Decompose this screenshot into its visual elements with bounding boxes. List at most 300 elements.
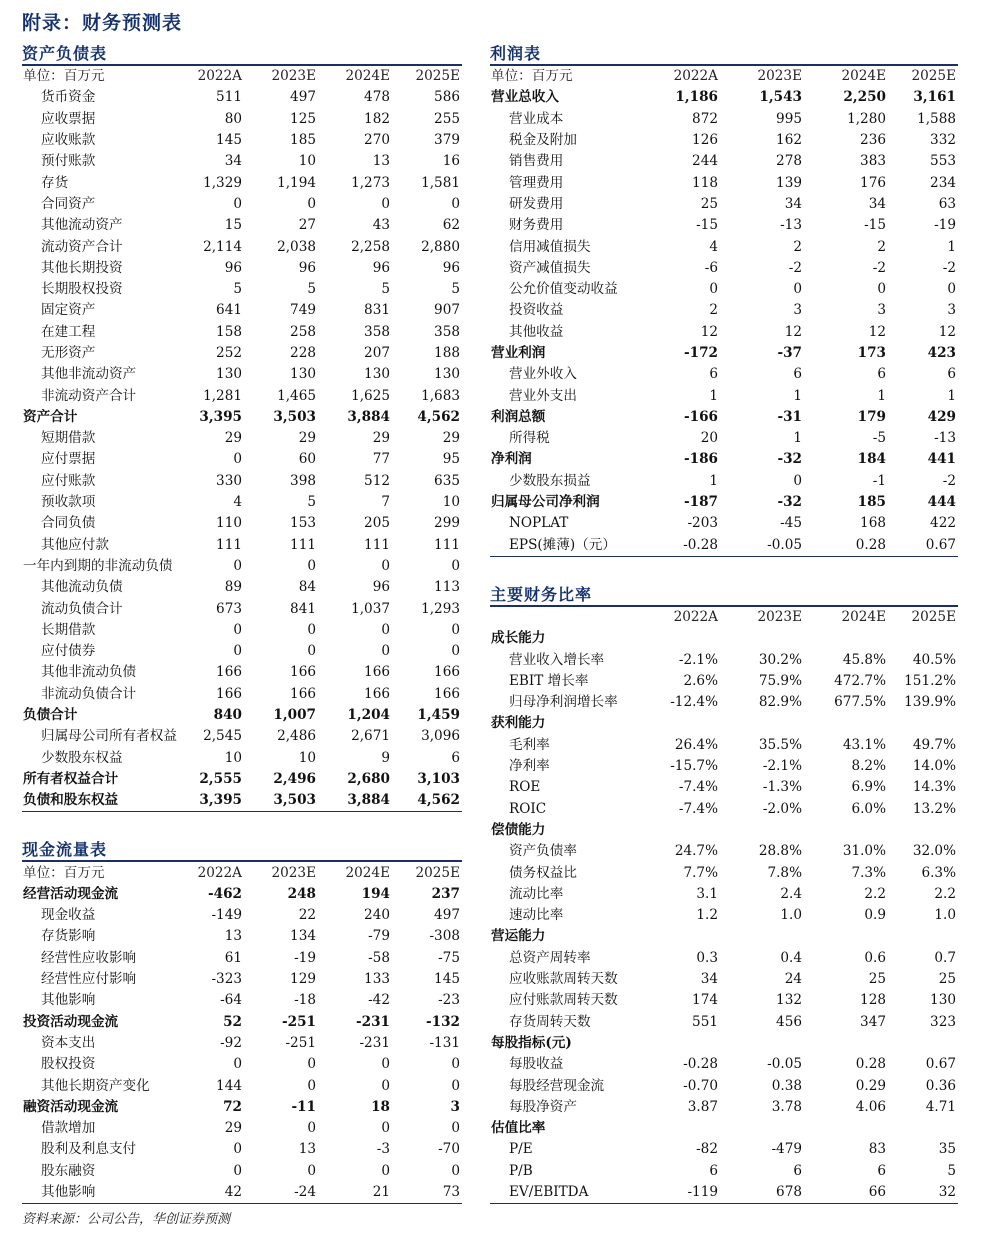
value-cell: 551 (692, 1013, 718, 1030)
table-row (490, 1139, 958, 1160)
value-cell: 21 (372, 1183, 390, 1200)
value-cell: 25 (868, 971, 886, 988)
value-cell: 0.6 (864, 949, 886, 966)
row-label: 经营性应付影响 (41, 971, 137, 988)
value-cell: 228 (290, 345, 316, 361)
value-cell: 358 (434, 323, 460, 340)
value-cell (804, 628, 888, 649)
value-cell: -37 (777, 345, 802, 361)
row-label: 长期股权投资 (41, 281, 123, 298)
value-cell: 332 (930, 132, 956, 149)
row-label: 存货周转天数 (509, 1013, 591, 1030)
table-row (22, 343, 462, 364)
year-header: 2023E (271, 68, 316, 85)
value-cell: 0 (451, 643, 460, 660)
row-label: 合同负债 (41, 515, 96, 532)
value-cell: 60 (298, 451, 316, 468)
row-label: 应付账款 (41, 472, 96, 489)
value-cell: 456 (776, 1013, 802, 1030)
table-row (490, 364, 958, 385)
value-cell: 166 (434, 685, 460, 702)
value-cell: 2,496 (273, 770, 316, 787)
table-row (490, 258, 958, 279)
table-row (490, 969, 958, 990)
value-cell (888, 820, 958, 841)
value-cell: 10 (442, 494, 460, 511)
value-cell: 1 (947, 238, 956, 255)
row-label: 利润总额 (491, 408, 546, 425)
value-cell: 96 (442, 259, 460, 276)
row-label: 营业外收入 (509, 366, 577, 383)
value-cell: 185 (857, 494, 886, 511)
value-cell: 0 (451, 621, 460, 638)
row-label: 税金及附加 (509, 132, 577, 149)
value-cell: 0 (451, 195, 460, 212)
value-cell (888, 1033, 958, 1054)
value-cell: 5 (307, 281, 316, 298)
value-cell: 194 (361, 885, 390, 902)
value-cell: 3 (947, 302, 956, 319)
value-cell: -5 (872, 430, 886, 447)
value-cell: -15 (696, 217, 718, 234)
table-row (490, 1075, 958, 1096)
table-row (22, 726, 462, 747)
table-row (22, 236, 462, 257)
value-cell: 29 (442, 430, 460, 447)
value-cell: 1 (793, 430, 802, 447)
value-cell: 429 (927, 408, 956, 425)
row-label: 估值比率 (491, 1120, 546, 1137)
value-cell: 110 (216, 515, 242, 532)
value-cell: 0 (381, 621, 390, 638)
value-cell: 0 (793, 281, 802, 298)
row-label: 在建工程 (41, 323, 96, 340)
value-cell: 20 (700, 430, 718, 447)
row-label: 应收票据 (41, 110, 96, 127)
row-label: 归属母公司净利润 (491, 494, 600, 511)
value-cell: 166 (216, 685, 242, 702)
value-cell: 43 (372, 217, 390, 234)
value-cell: 34 (700, 971, 718, 988)
value-cell: 185 (290, 132, 316, 149)
row-label: 其他收益 (509, 323, 564, 340)
row-label: 融资活动现金流 (23, 1098, 119, 1115)
table-row (490, 471, 958, 492)
value-cell: 5 (947, 1162, 956, 1179)
row-label: 毛利率 (509, 736, 550, 753)
value-cell: 3,096 (421, 728, 460, 745)
table-row (490, 862, 958, 883)
value-cell: 3,395 (199, 792, 242, 809)
value-cell: 139 (776, 174, 802, 191)
table-row (22, 1161, 462, 1182)
value-cell: -2 (872, 259, 886, 276)
value-cell: 12 (784, 323, 802, 340)
value-cell: 4.71 (925, 1098, 956, 1115)
value-cell: 0.29 (855, 1077, 886, 1094)
value-cell: 77 (372, 451, 390, 468)
table-row (490, 236, 958, 257)
value-cell (640, 926, 720, 947)
value-cell: 1,273 (351, 174, 390, 191)
row-label: 管理费用 (509, 174, 564, 191)
value-cell: 1,543 (759, 89, 802, 106)
row-label: 资产合计 (23, 408, 78, 425)
value-cell: 358 (364, 323, 390, 340)
value-cell: 162 (776, 132, 802, 149)
value-cell: 27 (298, 217, 316, 234)
row-label: 存货 (41, 174, 69, 191)
value-cell: 3 (450, 1098, 460, 1115)
row-label: 营业收入增长率 (509, 651, 605, 668)
value-cell: 1,194 (277, 174, 316, 191)
value-cell: -1.3% (762, 779, 802, 796)
value-cell: 3,161 (913, 89, 956, 106)
row-label: 资本支出 (41, 1034, 96, 1051)
value-cell: 96 (298, 259, 316, 276)
table-row (22, 926, 462, 947)
value-cell: 96 (372, 259, 390, 276)
value-cell: 179 (857, 408, 886, 425)
value-cell: 134 (290, 928, 316, 945)
row-label: 应付账款周转天数 (509, 992, 618, 1009)
value-cell: 1,683 (421, 387, 460, 404)
value-cell: 130 (216, 366, 242, 383)
value-cell: 0 (307, 195, 316, 212)
table-row (490, 279, 958, 300)
value-cell: 6 (947, 366, 956, 383)
row-label: 成长能力 (491, 630, 546, 647)
table-row (22, 172, 462, 193)
row-label: 无形资产 (41, 345, 96, 361)
value-cell: 14.3% (912, 779, 956, 796)
value-cell: 12 (938, 323, 956, 340)
value-cell: -149 (211, 907, 242, 924)
row-label: 其他非流动资产 (41, 366, 137, 383)
value-cell: 12 (868, 323, 886, 340)
table-row (490, 513, 958, 534)
value-cell: -203 (687, 515, 718, 532)
table-header-row (490, 66, 958, 87)
value-cell: 237 (431, 885, 460, 902)
row-label: 销售费用 (509, 153, 564, 170)
value-cell: 6.3% (921, 864, 956, 881)
value-cell: 1.0 (780, 907, 802, 924)
value-cell: 174 (692, 992, 718, 1009)
value-cell: 252 (216, 345, 242, 361)
value-cell: 83 (868, 1141, 886, 1158)
row-label: 一年内到期的非流动负债 (23, 557, 173, 574)
table-row (22, 513, 462, 534)
row-label: 其他应付款 (41, 536, 109, 553)
value-cell: 478 (364, 89, 390, 106)
value-cell: 29 (224, 1120, 242, 1137)
value-cell: 0 (233, 1162, 242, 1179)
row-label: 其他长期投资 (41, 259, 123, 276)
value-cell: 176 (860, 174, 886, 191)
value-cell: 29 (224, 430, 242, 447)
value-cell: 144 (216, 1077, 242, 1094)
value-cell: -2 (788, 259, 802, 276)
value-cell: 0.67 (925, 1056, 956, 1073)
value-cell: -231 (355, 1013, 390, 1030)
value-cell: 0 (451, 1056, 460, 1073)
table-row (22, 449, 462, 470)
value-cell: 151.2% (904, 672, 956, 689)
value-cell: -45 (780, 515, 802, 532)
row-label: 获利能力 (491, 715, 546, 732)
ratios-table (490, 607, 958, 1204)
value-cell: 166 (364, 685, 390, 702)
row-label: 投资活动现金流 (23, 1013, 119, 1030)
row-label: 速动比率 (509, 907, 564, 924)
value-cell: 15 (224, 217, 242, 234)
value-cell: 32 (938, 1183, 956, 1200)
value-cell: -7.4% (678, 800, 718, 817)
source-footnote: 资料来源：公司公告，华创证券预测 (22, 1212, 231, 1227)
value-cell: 166 (290, 685, 316, 702)
value-cell: 0.28 (855, 1056, 886, 1073)
table-row (22, 130, 462, 151)
value-cell: 1.0 (934, 907, 956, 924)
value-cell: 61 (224, 949, 242, 966)
table-row (490, 428, 958, 449)
value-cell: 1,459 (417, 707, 460, 724)
value-cell: -0.28 (683, 536, 718, 553)
value-cell (640, 820, 720, 841)
value-cell: 2,671 (351, 728, 390, 745)
value-cell: 63 (938, 195, 956, 212)
row-label: P/E (509, 1141, 533, 1158)
value-cell: 6 (877, 1162, 886, 1179)
value-cell: 10 (298, 749, 316, 766)
row-label: 股东融资 (41, 1162, 96, 1179)
value-cell: 34 (784, 195, 802, 212)
value-cell: 422 (930, 515, 956, 532)
value-cell: -11 (291, 1098, 316, 1115)
value-cell: 1 (709, 472, 718, 489)
value-cell: 75.9% (758, 672, 802, 689)
value-cell: 673 (216, 600, 242, 617)
value-cell: 0 (233, 1141, 242, 1158)
table-row (490, 343, 958, 364)
table-row (22, 769, 462, 790)
value-cell: -31 (777, 408, 802, 425)
value-cell: 0.9 (864, 907, 886, 924)
value-cell: -19 (934, 217, 956, 234)
value-cell: 0 (381, 1162, 390, 1179)
row-label: 资产减值损失 (509, 259, 591, 276)
value-cell: -251 (281, 1013, 316, 1030)
row-label: 非流动资产合计 (41, 387, 137, 404)
value-cell: 2,038 (277, 238, 316, 255)
row-label: EBIT 增长率 (509, 672, 589, 689)
value-cell: 49.7% (912, 736, 956, 753)
value-cell: 4 (233, 494, 242, 511)
value-cell: 2,880 (421, 238, 460, 255)
row-label: 流动负债合计 (41, 600, 123, 617)
value-cell: -13 (780, 217, 802, 234)
table-row (22, 748, 462, 769)
value-cell: 2 (793, 238, 802, 255)
row-label: 每股收益 (509, 1056, 564, 1073)
value-cell (888, 628, 958, 649)
table-row (490, 820, 958, 841)
value-cell: 30.2% (758, 651, 802, 668)
value-cell: 0.36 (925, 1077, 956, 1094)
value-cell: 130 (434, 366, 460, 383)
row-label: 固定资产 (41, 302, 96, 319)
value-cell: 0 (307, 1077, 316, 1094)
row-label: 少数股东损益 (509, 472, 591, 489)
value-cell: 0 (307, 621, 316, 638)
value-cell: -172 (683, 345, 718, 361)
table-row (490, 756, 958, 777)
table-row (22, 1054, 462, 1075)
value-cell: 3,503 (273, 408, 316, 425)
value-cell: 472.7% (834, 672, 886, 689)
value-cell: 14.0% (912, 758, 956, 775)
value-cell: 4.06 (855, 1098, 886, 1115)
value-cell: 12 (700, 323, 718, 340)
value-cell: 2,486 (277, 728, 316, 745)
value-cell: 278 (776, 153, 802, 170)
value-cell: 126 (692, 132, 718, 149)
value-cell: 13 (372, 153, 390, 170)
value-cell: -82 (696, 1141, 718, 1158)
table-row (490, 130, 958, 151)
value-cell: 118 (692, 174, 718, 191)
row-label: 借款增加 (41, 1120, 96, 1137)
row-label: 预付账款 (41, 153, 96, 170)
value-cell: 166 (364, 664, 390, 681)
table-row (22, 1075, 462, 1096)
value-cell: -0.05 (767, 1056, 802, 1073)
value-cell: 10 (298, 153, 316, 170)
value-cell: 3,884 (347, 792, 390, 809)
value-cell: -79 (368, 928, 390, 945)
value-cell: 0 (307, 1162, 316, 1179)
table-header-row (22, 862, 462, 883)
value-cell: 2,545 (203, 728, 242, 745)
table-row (22, 1097, 462, 1118)
table-row (22, 641, 462, 662)
value-cell: 10 (224, 749, 242, 766)
value-cell: 84 (298, 579, 316, 596)
value-cell: 24 (784, 971, 802, 988)
value-cell: 28.8% (758, 843, 802, 860)
table-row (490, 1118, 958, 1139)
row-label: 所有者权益合计 (23, 770, 119, 787)
value-cell: -119 (687, 1183, 718, 1200)
value-cell: 6 (877, 366, 886, 383)
value-cell: 1,329 (203, 174, 242, 191)
value-cell (720, 713, 804, 734)
value-cell: 25 (938, 971, 956, 988)
table-row (22, 577, 462, 598)
value-cell: 1,007 (273, 707, 316, 724)
value-cell: 907 (434, 302, 460, 319)
value-cell: 2.2 (934, 885, 956, 902)
value-cell: 168 (860, 515, 886, 532)
row-label: 归属母公司所有者权益 (41, 728, 177, 745)
table-row (490, 407, 958, 428)
value-cell: 32.0% (912, 843, 956, 860)
value-cell: 72 (223, 1098, 242, 1115)
table-row (490, 151, 958, 172)
value-cell: 0 (233, 557, 242, 574)
table-row (22, 969, 462, 990)
table-row (490, 692, 958, 713)
value-cell: 1,465 (277, 387, 316, 404)
table-row (22, 364, 462, 385)
value-cell: -75 (438, 949, 460, 966)
value-cell: 66 (868, 1183, 886, 1200)
value-cell: 22 (298, 907, 316, 924)
value-cell: 441 (927, 451, 956, 468)
value-cell: 0.28 (855, 536, 886, 553)
value-cell: -92 (220, 1034, 242, 1051)
value-cell: 13 (298, 1141, 316, 1158)
year-header: 2024E (841, 608, 886, 625)
table-row (22, 620, 462, 641)
value-cell: -462 (207, 885, 242, 902)
value-cell: 248 (287, 885, 316, 902)
value-cell: 52 (223, 1013, 242, 1030)
value-cell: 0 (381, 1120, 390, 1137)
row-label: EPS(摊薄)（元） (509, 536, 616, 553)
table-row (490, 990, 958, 1011)
row-label: 负债和股东权益 (23, 792, 119, 809)
value-cell: 1,186 (675, 89, 718, 106)
value-cell: 111 (216, 536, 242, 553)
value-cell: -6 (704, 259, 718, 276)
value-cell: 3,395 (199, 408, 242, 425)
year-header: 2025E (415, 864, 460, 881)
table-row (490, 215, 958, 236)
value-cell (640, 628, 720, 649)
table-row (22, 279, 462, 300)
value-cell: 2,555 (199, 770, 242, 787)
value-cell: 0 (307, 643, 316, 660)
value-cell: 35 (938, 1141, 956, 1158)
value-cell: 16 (442, 153, 460, 170)
value-cell: 3,103 (417, 770, 460, 787)
table-row (22, 948, 462, 969)
value-cell (640, 1118, 720, 1139)
row-label: 研发费用 (509, 195, 564, 212)
table-row (22, 385, 462, 406)
value-cell (720, 820, 804, 841)
table-row (22, 1139, 462, 1160)
year-header: 2022A (673, 608, 718, 625)
table-row (490, 628, 958, 649)
row-label: 资产负债率 (509, 843, 577, 860)
value-cell: 24.7% (674, 843, 718, 860)
value-cell: 7.8% (767, 864, 802, 881)
table-row (490, 535, 958, 557)
table-row (490, 777, 958, 798)
value-cell: 379 (434, 132, 460, 149)
value-cell: 240 (364, 907, 390, 924)
right-column (490, 40, 958, 1204)
table-row (490, 735, 958, 756)
value-cell: 512 (364, 472, 390, 489)
value-cell: 0.3 (696, 949, 718, 966)
value-cell: 4,562 (417, 408, 460, 425)
row-label: 每股指标(元) (491, 1034, 572, 1051)
value-cell: 0 (307, 1056, 316, 1073)
